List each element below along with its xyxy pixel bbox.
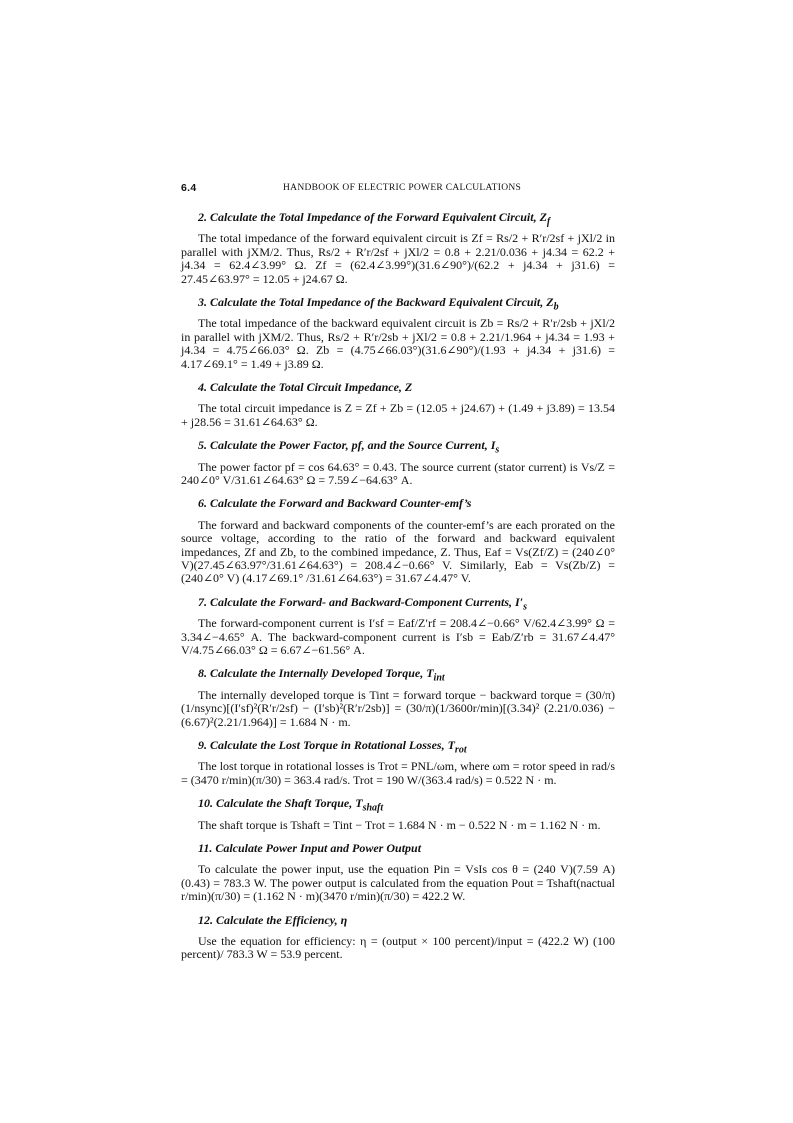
running-title: HANDBOOK OF ELECTRIC POWER CALCULATIONS [283, 183, 522, 193]
step-12 [181, 913, 615, 962]
step-paragraph: The shaft torque is Tshaft = Tint − Trot = 1.684 N · m − 0.522 N · m = 1.162 N · m. [198, 817, 601, 832]
step-heading: 6. Calculate the Forward and Backward Counter-emf’s [198, 496, 472, 511]
step-paragraph: The power factor pf = cos 64.63° = 0.43. The source current (stator current) is Vs/Z = 240∠0° V/31.61∠64.63° Ω = 7.59∠−64.63° A. [181, 459, 615, 488]
step-2 [181, 210, 615, 286]
step-paragraph: The lost torque in rotational losses is Trot = PNL/ωm, where ωm = rotor speed in rad/s = (3470 r/min)(π/30) = 363.4 rad/s. Trot = 190 W/(363.4 rad/s) = 0.522 N · m. [181, 759, 615, 787]
step-11 [181, 841, 615, 904]
step-paragraph: The forward and backward components of the counter-emf’s are each prorated on the source voltage, according to the ratio of the forward and backward equivalent impedances, Zf and Zb, to the combined impedance, Z. Thus, Eaf = Vs(Zf/Z) = (240∠0° V)(27.45∠63.97°/31.61∠64.63°) = 208.4∠−0.66° V. Similarly, Eab = Vs(Zb/Z) = (240∠0° V) (4.17∠69.1° /31.61∠64.63°) = 31.67∠4.47° V. [181, 517, 615, 586]
step-heading: 8. Calculate the Internally Developed Torque, $T_{int}$ [198, 666, 445, 684]
body-text [181, 210, 615, 971]
step-paragraph: Use the equation for efficiency: η = (output × 100 percent)/input = (422.2 W) (100 percent)/ 783.3 W = 53.9 percent. [181, 934, 615, 962]
step-5 [181, 438, 615, 487]
step-heading: 2. Calculate the Total Impedance of the Forward Equivalent Circuit, $Z_f$ [198, 210, 551, 228]
step-paragraph: The internally developed torque is Tint = forward torque − backward torque = (30/π)(1/nsync)[(I′sf)²(R′r/2sf) − (I′sb)²(R′r/2sb)] = (30/π)(1/3600r/min)[(3.34)² (2.21/0.036) − (6.67)²(2.21/1.964)] = 1.684 N · m. [181, 687, 615, 729]
step-paragraph: The total circuit impedance is Z = Zf + Zb = (12.05 + j24.67) + (1.49 + j3.89) = 13.54 + j28.56 = 31.61∠64.63° Ω. [181, 401, 615, 429]
step-heading: 10. Calculate the Shaft Torque, $T_{shaft}$ [198, 796, 384, 814]
step-6 [181, 496, 615, 585]
step-9 [181, 738, 615, 787]
step-4 [181, 380, 615, 429]
step-8 [181, 666, 615, 729]
step-3 [181, 295, 615, 371]
page-number: 6.4 [181, 182, 197, 194]
step-heading: 12. Calculate the Efficiency, η [198, 912, 348, 927]
step-heading: 3. Calculate the Total Impedance of the Backward Equivalent Circuit, $Z_b$ [198, 295, 559, 313]
step-10 [181, 796, 615, 832]
step-heading: 9. Calculate the Lost Torque in Rotational Losses, $T_{rot}$ [198, 738, 467, 756]
page-header [181, 182, 615, 196]
step-paragraph: The forward-component current is I′sf = Eaf/Z′rf = 208.4∠−0.66° V/62.4∠3.99° Ω = 3.34∠−4.65° A. The backward-component current is I′sb = Eab/Z′rb = 31.67∠4.47° V/4.75∠66.03° Ω = 6.67∠−61.56° A. [181, 616, 615, 658]
step-heading: 7. Calculate the Forward- and Backward-Component Currents, $I'_s$ [198, 594, 528, 613]
step-7 [181, 595, 615, 658]
step-paragraph: The total impedance of the forward equivalent circuit is Zf = Rs/2 + R′r/2sf + jXl/2 in parallel with jXM/2. Thus, Rs/2 + R′r/2sf + jXl/2 = 0.8 + 2.21/0.036 + j4.34 = 62.2 + j4.34 = 62.4∠3.99° Ω. Zf = (62.4∠3.99°)(31.6∠90°)/(62.2 + j4.34 + j31.6) = 27.45∠63.97° = 12.05 + j24.67 Ω. [181, 231, 615, 286]
step-heading: 11. Calculate Power Input and Power Output [198, 841, 422, 856]
step-paragraph: To calculate the power input, use the equation Pin = VsIs cos θ = (240 V)(7.59 A) (0.43) = 783.3 W. The power output is calculated from the equation Pout = Tshaft(nactual r/min)(π/30) = (1.162 N · m)(3470 r/min)(π/30) = 422.2 W. [181, 862, 615, 904]
step-heading: 4. Calculate the Total Circuit Impedance, Z [198, 380, 413, 395]
step-paragraph: The total impedance of the backward equivalent circuit is Zb = Rs/2 + R′r/2sb + jXl/2 in parallel with jXM/2. Thus, Rs/2 + R′r/2sb + jXl/2 = 0.8 + 2.21/1.964 + j4.34 = 1.93 + j4.34 = 4.75∠66.03° Ω. Zb = (4.75∠66.03°)(31.6∠90°)/(1.93 + j4.34 + j31.6) = 4.17∠69.1° = 1.49 + j3.89 Ω. [181, 316, 615, 371]
step-heading: 5. Calculate the Power Factor, pf, and the Source Current, $I_s$ [198, 438, 500, 456]
